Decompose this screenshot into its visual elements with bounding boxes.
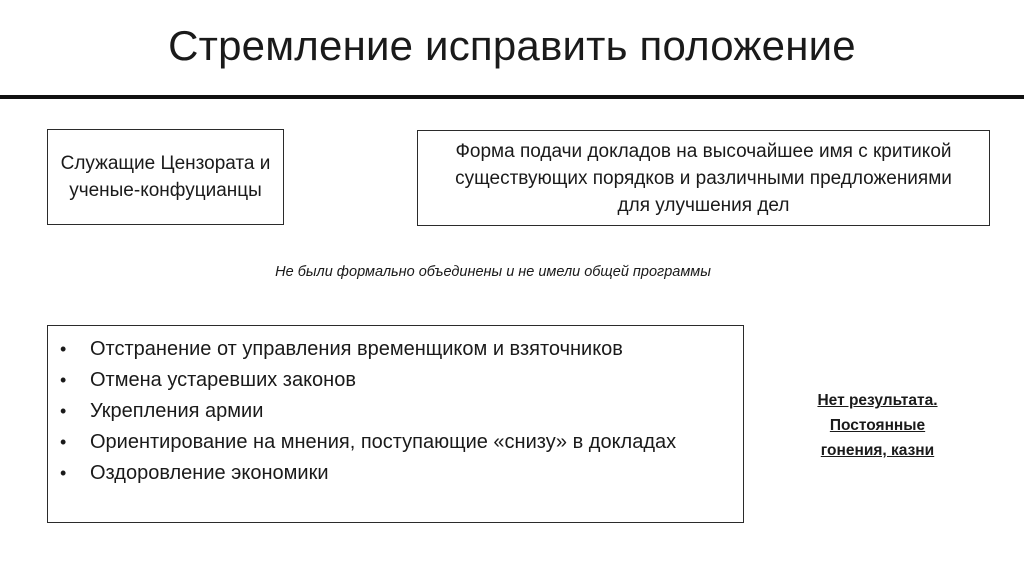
organization-note: Не были формально объединены и не имели общей программы — [275, 264, 711, 280]
bullet-icon: • — [60, 401, 67, 421]
list-item — [58, 334, 728, 365]
list-item — [58, 458, 728, 489]
measure-text: Укрепления армии — [90, 400, 264, 422]
measure-text: Отстранение от управления временщиком и взяточников — [90, 338, 623, 360]
report-form-text: Форма подачи докладов на высочайшее имя с критикой существующих порядков и различными предложениями для улучшения дел — [455, 140, 952, 216]
measure-text: Ориентирование на мнения, поступающие «снизу» в докладах — [90, 431, 677, 453]
result-text — [760, 388, 995, 463]
slide-title: Стремление исправить положение — [168, 22, 856, 69]
result-line: Нет результата. — [817, 392, 938, 409]
title-divider — [0, 95, 1024, 99]
list-item — [58, 365, 728, 396]
report-form-box — [417, 130, 990, 226]
participants-text: Служащие Цензората и ученые-конфуцианцы — [60, 153, 271, 201]
measures-box — [47, 325, 744, 523]
measure-text: Отмена устаревших законов — [90, 369, 356, 391]
bullet-icon: • — [60, 339, 67, 359]
list-item — [58, 427, 728, 458]
bullet-icon: • — [60, 463, 67, 483]
bullet-icon: • — [60, 432, 67, 452]
measure-text: Оздоровление экономики — [90, 462, 329, 484]
participants-box — [47, 129, 284, 225]
list-item — [58, 396, 728, 427]
bullet-icon: • — [60, 370, 67, 390]
result-line: Постоянные — [829, 417, 926, 434]
result-line: гонения, казни — [820, 442, 935, 459]
measures-list — [58, 334, 728, 489]
